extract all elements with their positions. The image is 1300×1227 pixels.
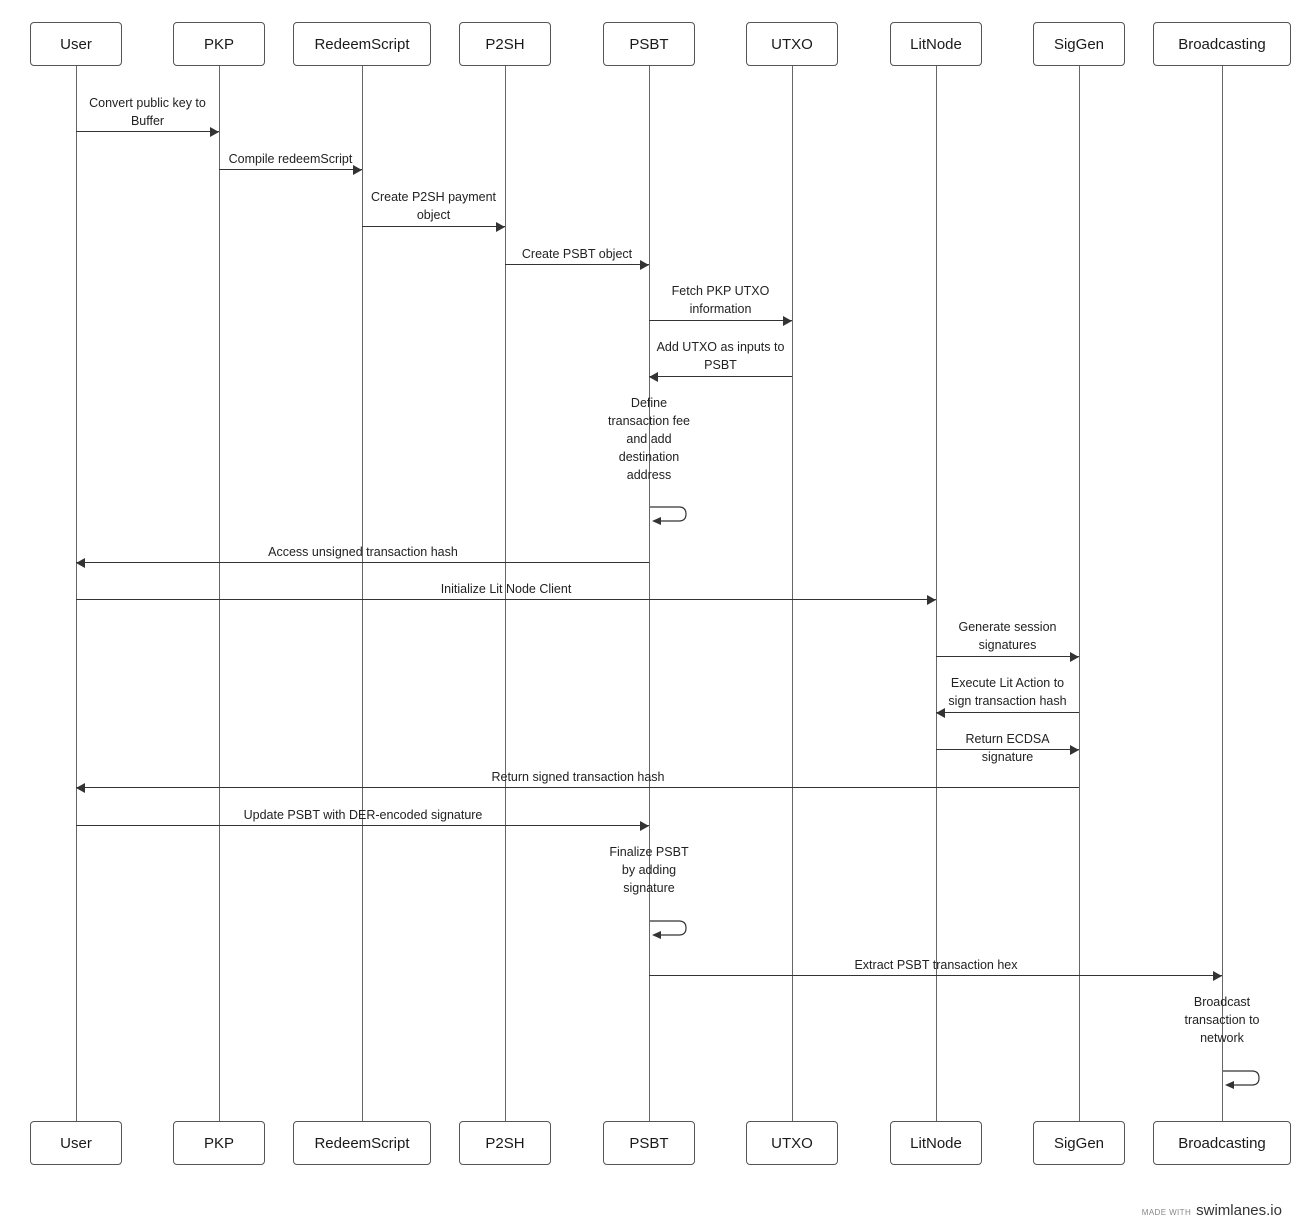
message-label-execute-lit-action-to-sign-transaction-has: Execute Lit Action to sign transaction hash	[948, 676, 1067, 708]
actor-box-bottom-litnode[interactable]	[890, 1121, 982, 1165]
message-label-initialize-lit-node-client: Initialize Lit Node Client	[440, 582, 572, 596]
message-arrowhead-access-unsigned-transaction-hash	[76, 558, 85, 568]
message-line-fetch-pkp-utxo-information	[649, 320, 792, 321]
actor-box-top-siggen[interactable]	[1033, 22, 1125, 66]
message-line-extract-psbt-transaction-hex	[649, 975, 1222, 976]
message-label-fetch-pkp-utxo-information: Fetch PKP UTXO information	[671, 284, 770, 316]
actor-box-bottom-pkp[interactable]	[173, 1121, 265, 1165]
actor-label: P2SH	[485, 35, 525, 53]
self-message-arrow-finalize-psbt-by-adding-signature	[649, 918, 693, 942]
actor-label: PSBT	[629, 1134, 669, 1152]
message-arrowhead-return-signed-transaction-hash	[76, 783, 85, 793]
actor-label: RedeemScript	[314, 35, 410, 53]
actor-label: Broadcasting	[1178, 35, 1266, 53]
actor-label: PKP	[203, 35, 234, 53]
message-label-define-transaction-fee-and-add-destination: Define transaction fee and add destination address	[608, 396, 690, 482]
actor-label: SigGen	[1053, 35, 1105, 53]
self-message-arrow-broadcast-transaction-to-network	[1222, 1068, 1266, 1092]
message-arrowhead-extract-psbt-transaction-hex	[1213, 971, 1222, 981]
footer-brand-name: swimlanes.io	[1196, 1202, 1282, 1219]
actor-box-top-user[interactable]	[30, 22, 122, 66]
actor-box-bottom-redeemscript[interactable]	[293, 1121, 431, 1165]
lifeline-user	[76, 66, 77, 1121]
actor-label: PSBT	[629, 35, 669, 53]
actor-label: LitNode	[910, 1134, 962, 1152]
message-line-create-psbt-object	[505, 264, 649, 265]
message-line-create-p2sh-payment-object	[362, 226, 505, 227]
message-label-create-psbt-object: Create PSBT object	[521, 247, 633, 261]
message-arrowhead-initialize-lit-node-client	[927, 595, 936, 605]
self-message-arrow-define-transaction-fee-and-add-destination	[649, 504, 693, 528]
message-arrowhead-update-psbt-with-der-encoded-signature	[640, 821, 649, 831]
actor-label: P2SH	[485, 1134, 525, 1152]
message-label-return-signed-transaction-hash: Return signed transaction hash	[491, 770, 665, 784]
actor-label: UTXO	[771, 35, 813, 53]
message-label-generate-session-signatures: Generate session signatures	[958, 620, 1057, 652]
actor-box-top-broadcasting[interactable]	[1153, 22, 1291, 66]
message-line-update-psbt-with-der-encoded-signature	[76, 825, 649, 826]
actor-box-bottom-psbt[interactable]	[603, 1121, 695, 1165]
actor-label: SigGen	[1053, 1134, 1105, 1152]
actor-box-top-litnode[interactable]	[890, 22, 982, 66]
message-label-access-unsigned-transaction-hash: Access unsigned transaction hash	[268, 545, 458, 559]
actor-label: Broadcasting	[1178, 1134, 1266, 1152]
message-label-broadcast-transaction-to-network: Broadcast transaction to network	[1184, 995, 1260, 1045]
lifeline-pkp	[219, 66, 220, 1121]
message-label-create-p2sh-payment-object: Create P2SH payment object	[370, 190, 497, 222]
footer-made-with-label: MADE WITH	[1141, 1208, 1192, 1217]
actor-box-top-redeemscript[interactable]	[293, 22, 431, 66]
lifeline-broadcasting	[1222, 66, 1223, 1121]
message-label-return-ecdsa-signature: Return ECDSA signature	[965, 732, 1050, 764]
actor-label: User	[60, 1134, 92, 1152]
actor-label: UTXO	[771, 1134, 813, 1152]
message-line-add-utxo-as-inputs-to-psbt	[649, 376, 792, 377]
message-line-initialize-lit-node-client	[76, 599, 936, 600]
message-label-convert-public-key-to-buffer: Convert public key to Buffer	[89, 96, 206, 128]
message-label-add-utxo-as-inputs-to-psbt: Add UTXO as inputs to PSBT	[656, 340, 785, 372]
actor-box-bottom-utxo[interactable]	[746, 1121, 838, 1165]
message-line-return-signed-transaction-hash	[76, 787, 1079, 788]
message-label-update-psbt-with-der-encoded-signature: Update PSBT with DER-encoded signature	[243, 808, 483, 822]
message-line-generate-session-signatures	[936, 656, 1079, 657]
actor-label: User	[60, 35, 92, 53]
actor-box-bottom-p2sh[interactable]	[459, 1121, 551, 1165]
message-line-access-unsigned-transaction-hash	[76, 562, 649, 563]
message-label-finalize-psbt-by-adding-signature: Finalize PSBT by adding signature	[609, 845, 689, 895]
message-line-compile-redeemscript	[219, 169, 362, 170]
actor-label: LitNode	[910, 35, 962, 53]
message-line-execute-lit-action-to-sign-transaction-has	[936, 712, 1079, 713]
actor-label: PKP	[203, 1134, 234, 1152]
footer-brand	[1142, 1202, 1282, 1219]
actor-label: RedeemScript	[314, 1134, 410, 1152]
actor-box-top-pkp[interactable]	[173, 22, 265, 66]
actor-box-bottom-user[interactable]	[30, 1121, 122, 1165]
actor-box-top-utxo[interactable]	[746, 22, 838, 66]
message-label-extract-psbt-transaction-hex: Extract PSBT transaction hex	[854, 958, 1018, 972]
message-label-compile-redeemscript: Compile redeemScript	[228, 152, 353, 166]
actor-box-top-p2sh[interactable]	[459, 22, 551, 66]
actor-box-top-psbt[interactable]	[603, 22, 695, 66]
actor-box-bottom-siggen[interactable]	[1033, 1121, 1125, 1165]
actor-box-bottom-broadcasting[interactable]	[1153, 1121, 1291, 1165]
message-line-convert-public-key-to-buffer	[76, 131, 219, 132]
